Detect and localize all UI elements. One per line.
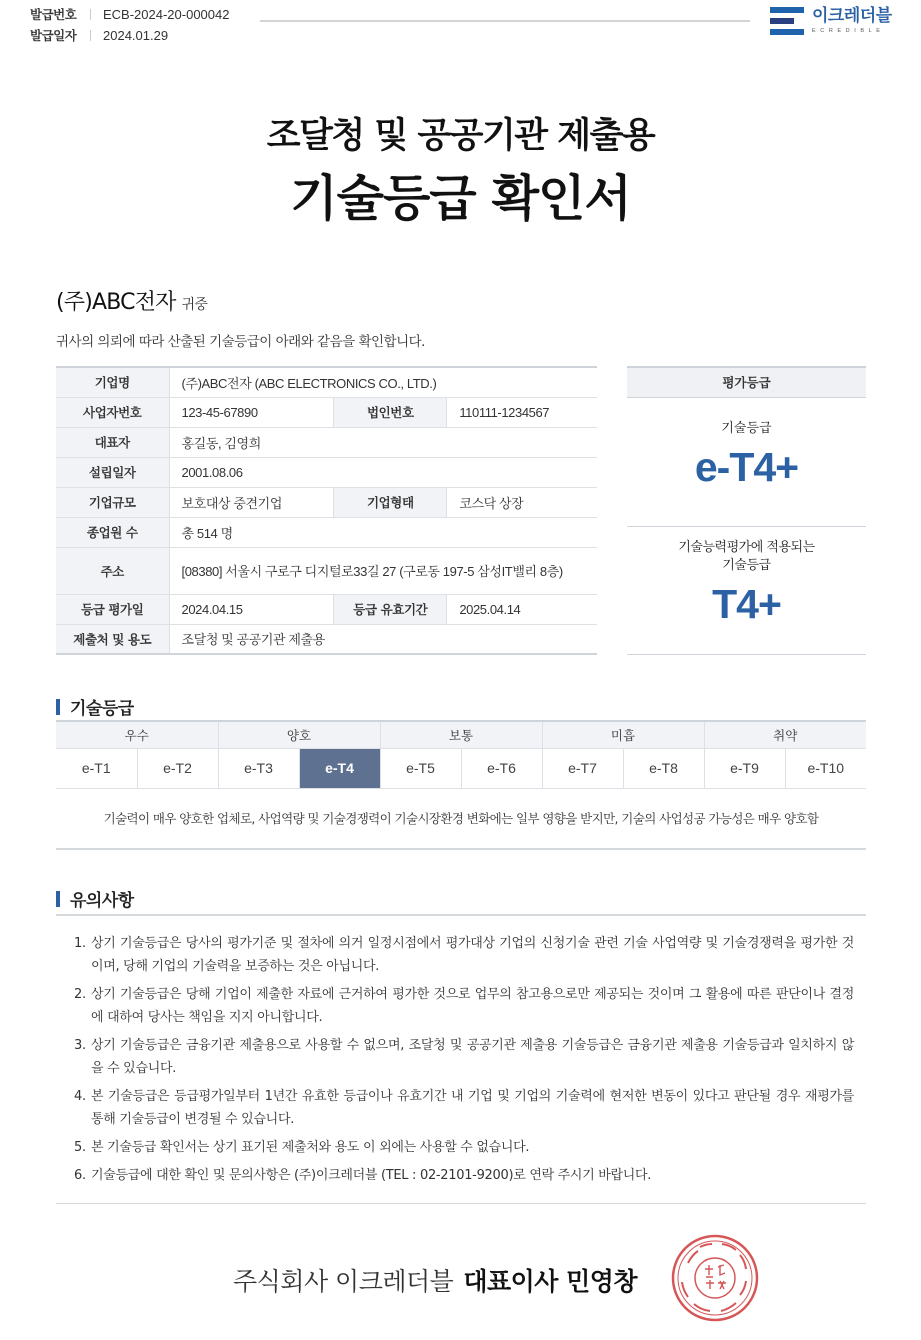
grade-description: 기술력이 매우 양호한 업체로, 사업역량 및 기술경쟁력이 기술시장환경 변화에는 일부 영향을 받지만, 기술의 사업성공 가능성은 매우 양호함 xyxy=(56,798,866,850)
recipient-name: (주)ABC전자 xyxy=(56,290,176,315)
issue-number-label: 발급번호 xyxy=(30,7,77,22)
logo-bars-icon xyxy=(770,6,804,36)
size-value: 보호대상 중견기업 xyxy=(169,487,334,517)
corp-no-label: 법인번호 xyxy=(334,397,447,427)
table-row xyxy=(56,547,597,594)
recipient-honorific: 귀중 xyxy=(181,297,208,313)
table-row xyxy=(56,397,597,427)
corp-no-value: 110111-1234567 xyxy=(447,397,597,427)
applied-grade-section xyxy=(627,527,866,655)
issue-date: 2024.01.29 xyxy=(103,28,169,43)
grade-group: 양호 xyxy=(218,721,380,748)
grade-cell: e-T9 xyxy=(704,748,785,788)
table-row xyxy=(56,594,597,624)
grade-cell: e-T8 xyxy=(623,748,704,788)
table-row xyxy=(56,487,597,517)
grade-group-row xyxy=(56,721,866,748)
address-value: [08380] 서울시 구로구 디지털로33길 27 (구로동 197-5 삼성IT밸리 8층) xyxy=(169,547,597,594)
valid-until-value: 2025.04.14 xyxy=(447,594,597,624)
table-row xyxy=(56,457,597,487)
table-row xyxy=(56,427,597,457)
divider xyxy=(56,1203,866,1204)
table-row xyxy=(56,517,597,547)
company-seal-icon xyxy=(670,1233,760,1323)
grade-cell: e-T7 xyxy=(542,748,623,788)
note-item: 6. 기술등급에 대한 확인 및 문의사항은 (주)이크레더블 (TEL : 02-2101-9200)로 연락 주시기 바랍니다. xyxy=(74,1168,652,1183)
issue-info xyxy=(30,4,229,46)
grade-box-header: 평가등급 xyxy=(627,366,866,398)
divider xyxy=(90,9,91,20)
grade-group: 우수 xyxy=(56,721,218,748)
employees-label: 종업원 수 xyxy=(56,517,169,547)
grade-row xyxy=(56,748,866,788)
document-subtitle: 조달청 및 공공기관 제출용 xyxy=(266,116,655,156)
grade-group: 보통 xyxy=(380,721,542,748)
document-title: 기술등급 확인서 xyxy=(290,170,631,227)
eval-date-value: 2024.04.15 xyxy=(169,594,334,624)
note-item: 1. 상기 기술등급은 당사의 평가기준 및 절차에 의거 일정시점에서 평가대상 기업의 신청기술 관련 기술 사업역량 및 기술경쟁력을 평가한 것이며, 당해 기업의 기술력을 보증하는 것은 아닙니다. xyxy=(74,936,854,974)
type-value: 코스닥 상장 xyxy=(447,487,597,517)
table-row xyxy=(56,367,597,397)
notes-heading: 유의사항 xyxy=(56,886,134,911)
grade-cell: e-T2 xyxy=(137,748,218,788)
business-no-value: 123-45-67890 xyxy=(169,397,334,427)
ecredible-logo xyxy=(770,6,892,36)
valid-until-label: 등급 유효기간 xyxy=(334,594,447,624)
purpose-label: 제출처 및 용도 xyxy=(56,624,169,654)
ceo-label: 대표자 xyxy=(56,427,169,457)
table-row xyxy=(56,624,597,654)
intro-text: 귀사의 의뢰에 따라 산출된 기술등급이 아래와 같음을 확인합니다. xyxy=(56,334,425,350)
employees-value: 총 514 명 xyxy=(169,517,597,547)
grade-cell: e-T6 xyxy=(461,748,542,788)
address-label: 주소 xyxy=(56,547,169,594)
company-name-label: 기업명 xyxy=(56,367,169,397)
grade-group: 미흡 xyxy=(542,721,704,748)
divider xyxy=(90,30,91,41)
recipient xyxy=(56,285,207,316)
tech-grade-caption: 기술등급 xyxy=(721,421,772,436)
applied-grade-caption-2: 기술등급 xyxy=(722,558,771,573)
applied-grade-value: T4+ xyxy=(712,581,781,627)
grade-cell-active: e-T4 xyxy=(299,748,380,788)
grade-box xyxy=(627,366,866,655)
type-label: 기업형태 xyxy=(334,487,447,517)
header-rule xyxy=(260,20,750,22)
company-name-value: (주)ABC전자 (ABC ELECTRONICS CO., LTD.) xyxy=(169,367,597,397)
eval-date-label: 등급 평가일 xyxy=(56,594,169,624)
grade-scale-table xyxy=(56,720,866,789)
note-item: 2. 상기 기술등급은 당해 기업이 제출한 자료에 근거하여 평가한 것으로 업무의 참고용으로만 제공되는 것이며 그 활용에 따른 판단이나 결정에 대하여 당사는 책임을 지지 아니합니다. xyxy=(74,987,854,1025)
grade-scale-heading: 기술등급 xyxy=(56,694,134,719)
note-item: 5. 본 기술등급 확인서는 상기 표기된 제출처와 용도 이 외에는 사용할 수 없습니다. xyxy=(74,1140,530,1155)
founded-label: 설립일자 xyxy=(56,457,169,487)
signature-ceo: 대표이사 민영창 xyxy=(463,1267,638,1296)
tech-grade-section xyxy=(627,398,866,527)
logo-korean: 이크레더블 xyxy=(812,6,892,26)
note-item: 3. 상기 기술등급은 금융기관 제출용으로 사용할 수 없으며, 조달청 및 공공기관 제출용 기술등급은 금융기관 제출용 기술등급과 일치하지 않을 수 있습니다. xyxy=(74,1038,854,1076)
section-marker-icon xyxy=(56,699,60,715)
grade-group: 취약 xyxy=(704,721,866,748)
tech-grade-value: e-T4+ xyxy=(694,444,799,490)
business-no-label: 사업자번호 xyxy=(56,397,169,427)
grade-cell: e-T3 xyxy=(218,748,299,788)
signature-company: 주식회사 이크레더블 xyxy=(233,1267,454,1296)
section-marker-icon xyxy=(56,891,60,907)
company-info-table xyxy=(56,366,597,655)
grade-cell: e-T1 xyxy=(56,748,137,788)
logo-english: ECREDIBLE xyxy=(812,28,885,34)
issue-date-label: 발급일자 xyxy=(30,28,77,43)
divider xyxy=(56,914,866,916)
issue-number: ECB-2024-20-000042 xyxy=(103,7,230,22)
grade-cell: e-T10 xyxy=(785,748,866,788)
ceo-value: 홍길동, 김영희 xyxy=(169,427,597,457)
note-item: 4. 본 기술등급은 등급평가일부터 1년간 유효한 등급이나 유효기간 내 기업 및 기업의 기술력에 현저한 변동이 있다고 판단될 경우 재평가를 통해 기술등급이 변경될 수 있습니다. xyxy=(74,1089,854,1127)
founded-value: 2001.08.06 xyxy=(169,457,597,487)
purpose-value: 조달청 및 공공기관 제출용 xyxy=(169,624,597,654)
signature xyxy=(233,1262,637,1298)
size-label: 기업규모 xyxy=(56,487,169,517)
applied-grade-caption-1: 기술능력평가에 적용되는 xyxy=(678,540,815,555)
notes-list xyxy=(74,932,854,1192)
grade-cell: e-T5 xyxy=(380,748,461,788)
